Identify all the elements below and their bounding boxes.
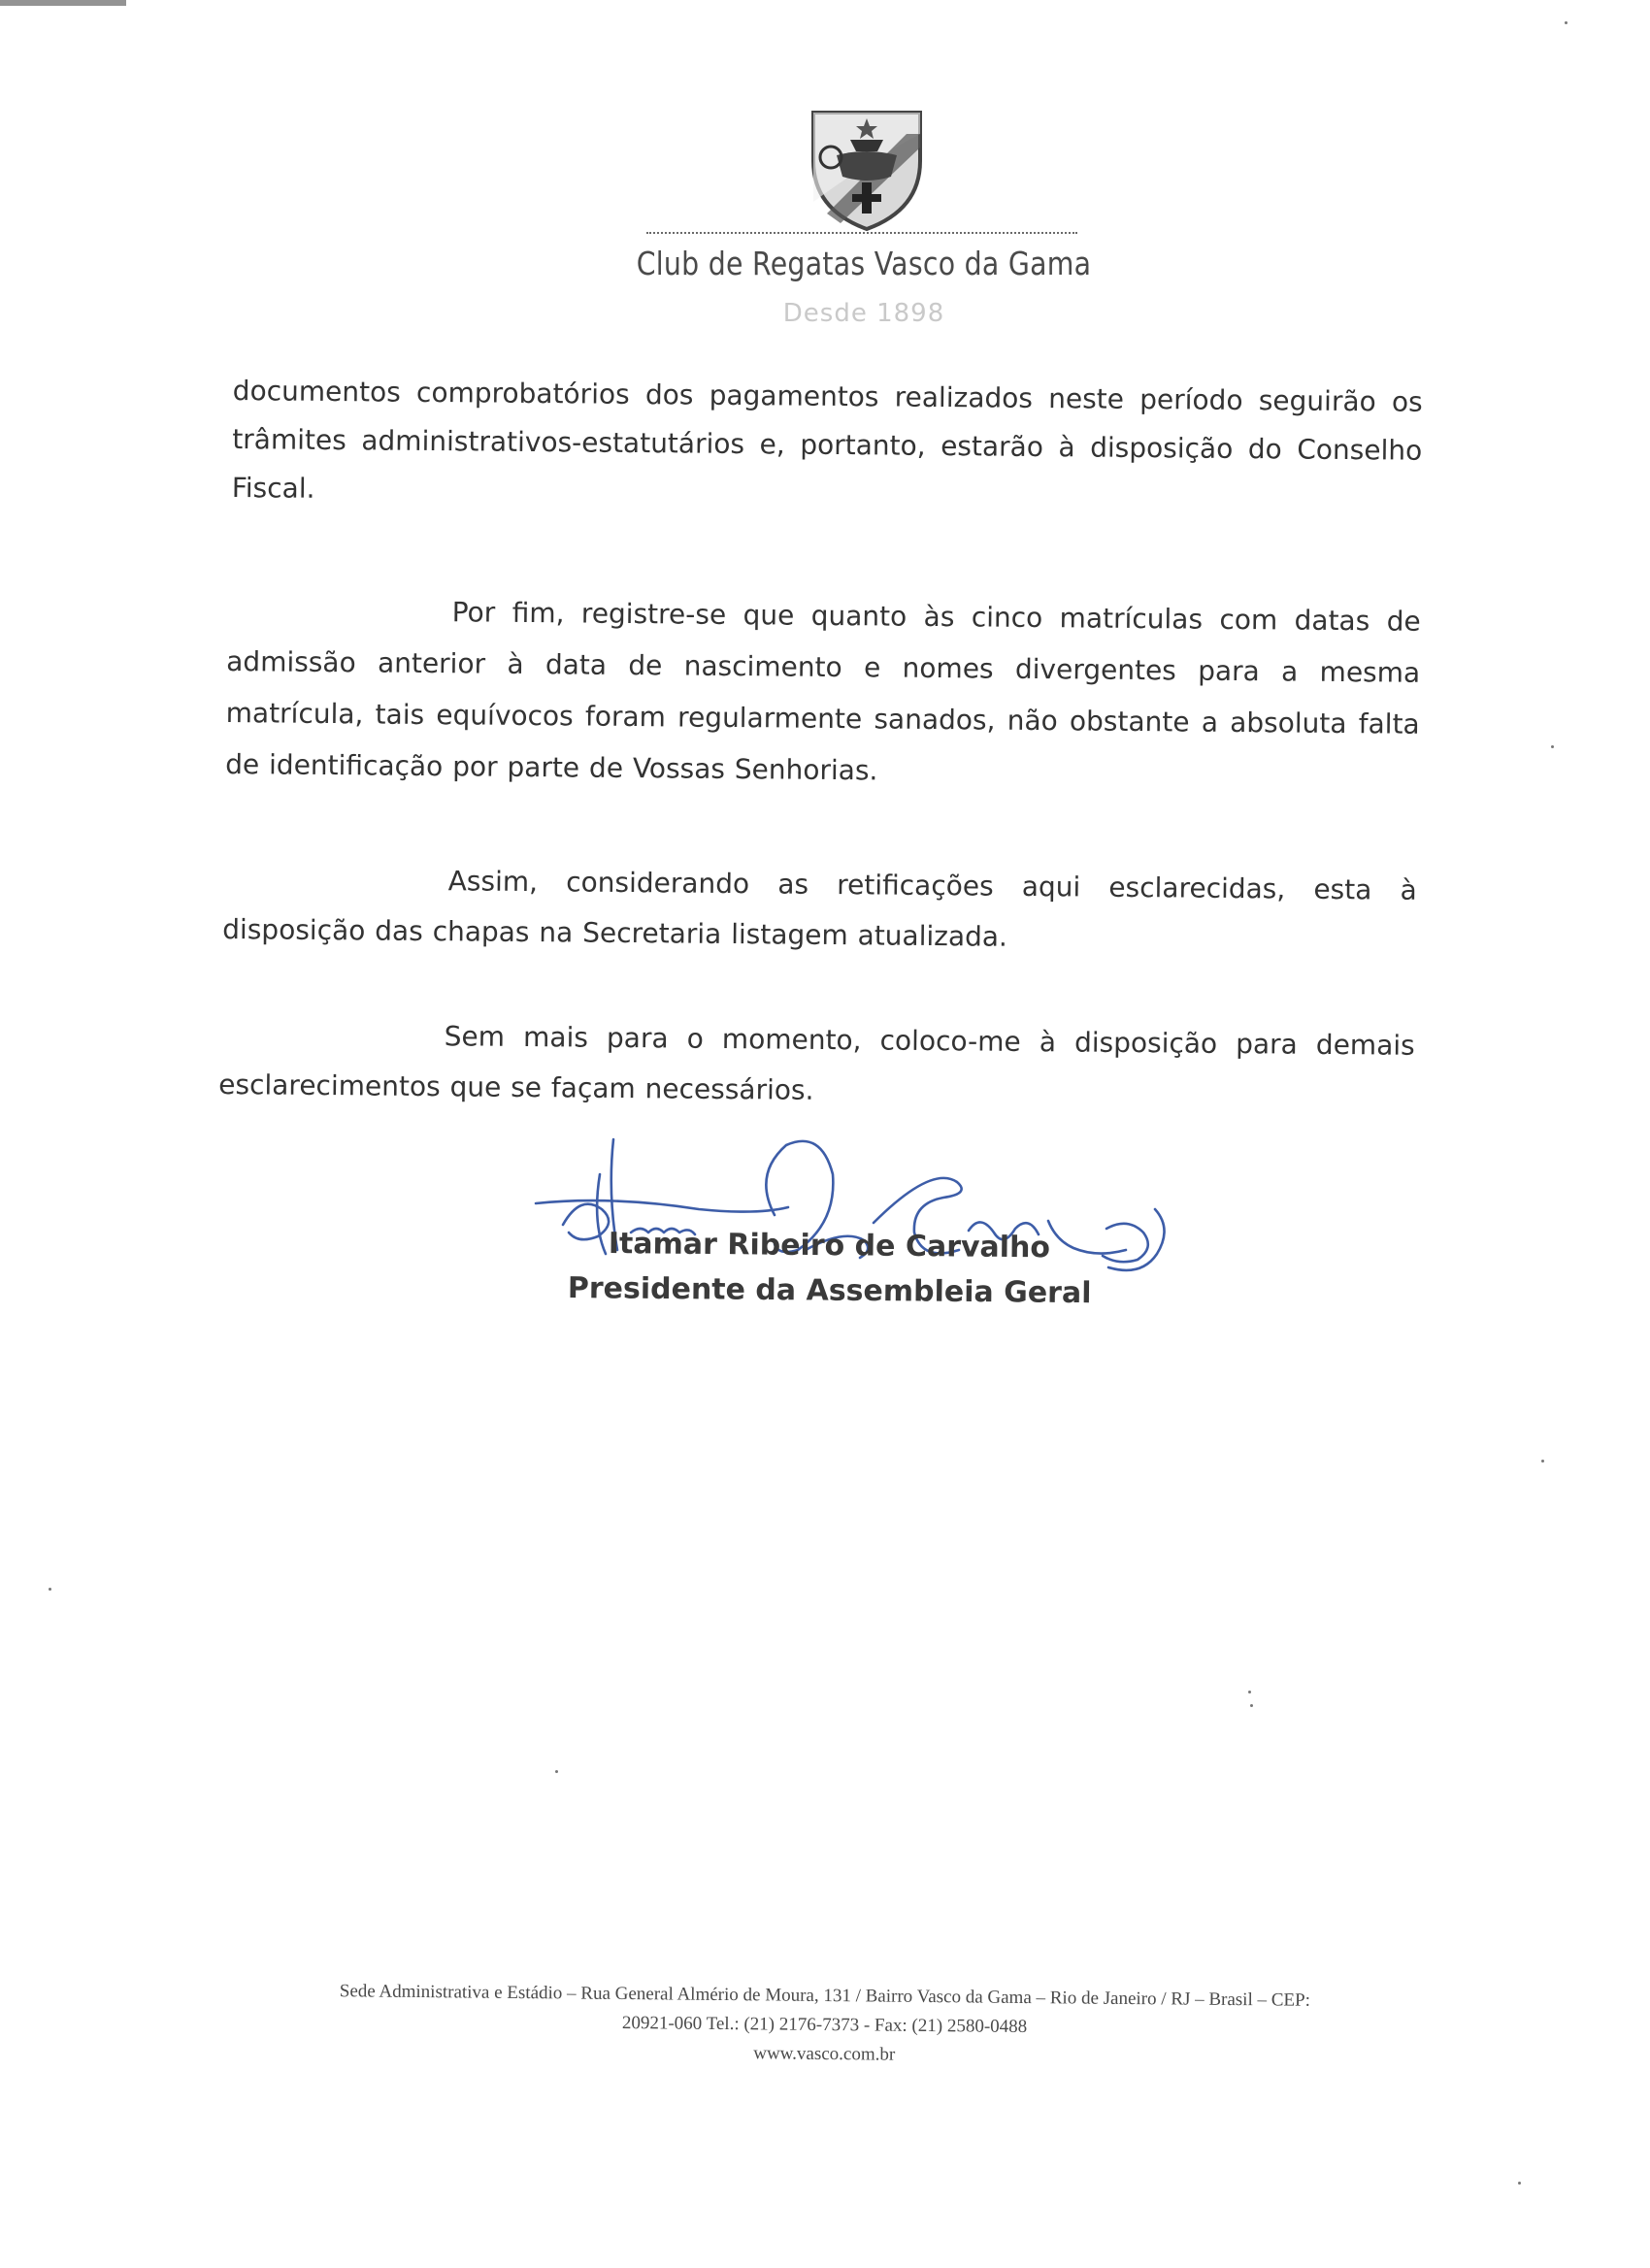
scan-speck [1248, 1691, 1251, 1693]
club-crest-icon [808, 105, 926, 233]
scan-corner-mark [0, 0, 126, 6]
paragraph-4: Sem mais para o momento, coloco-me à disposição para demais esclarecimentos que se façam necessários. [218, 1020, 1415, 1106]
club-name: Club de Regatas Vasco da Gama [636, 245, 1092, 282]
footer-website: www.vasco.com.br [753, 2043, 896, 2065]
scan-speck [555, 1770, 558, 1773]
footer-address-line: Sede Administrativa e Estádio – Rua General Almério de Moura, 131 / Bairro Vasco da Gama – Rio de Janeiro / RJ – Brasil – CEP: [339, 1981, 1311, 2011]
scan-speck [1541, 1460, 1544, 1463]
scan-speck [1565, 21, 1568, 24]
signer-name: Itamar Ribeiro de Carvalho [608, 1227, 1051, 1265]
scan-speck [1518, 2182, 1521, 2185]
scan-speck [49, 1588, 51, 1591]
header-divider [646, 232, 1077, 234]
paragraph-2: Por fim, registre-se que quanto às cinco matrículas com datas de admissão anterior à data de nascimento e nomes divergentes para a mesma matrícula, tais equívocos foram regularmente sanados, não obstante a absoluta falta de identificação por parte de Vossas Senhorias. [225, 596, 1421, 787]
paragraph-3: Assim, considerando as retificações aqui esclarecidas, esta à disposição das chapas na Secretaria listagem atualizada. [222, 865, 1417, 953]
signer-title: Presidente da Assembleia Geral [567, 1271, 1092, 1311]
club-founded-line: Desde 1898 [782, 299, 945, 328]
footer-address [242, 1976, 1407, 2075]
scan-speck [1551, 745, 1554, 748]
paragraph-1: documentos comprobatórios dos pagamentos realizados neste período seguirão os trâmites administrativos-estatutários e, portanto, estarão à disposição do Conselho Fiscal. [231, 374, 1423, 505]
footer-phone-line: 20921-060 Tel.: (21) 2176-7373 - Fax: (21) 2580-0488 [621, 2012, 1028, 2038]
scan-speck [1250, 1704, 1253, 1707]
